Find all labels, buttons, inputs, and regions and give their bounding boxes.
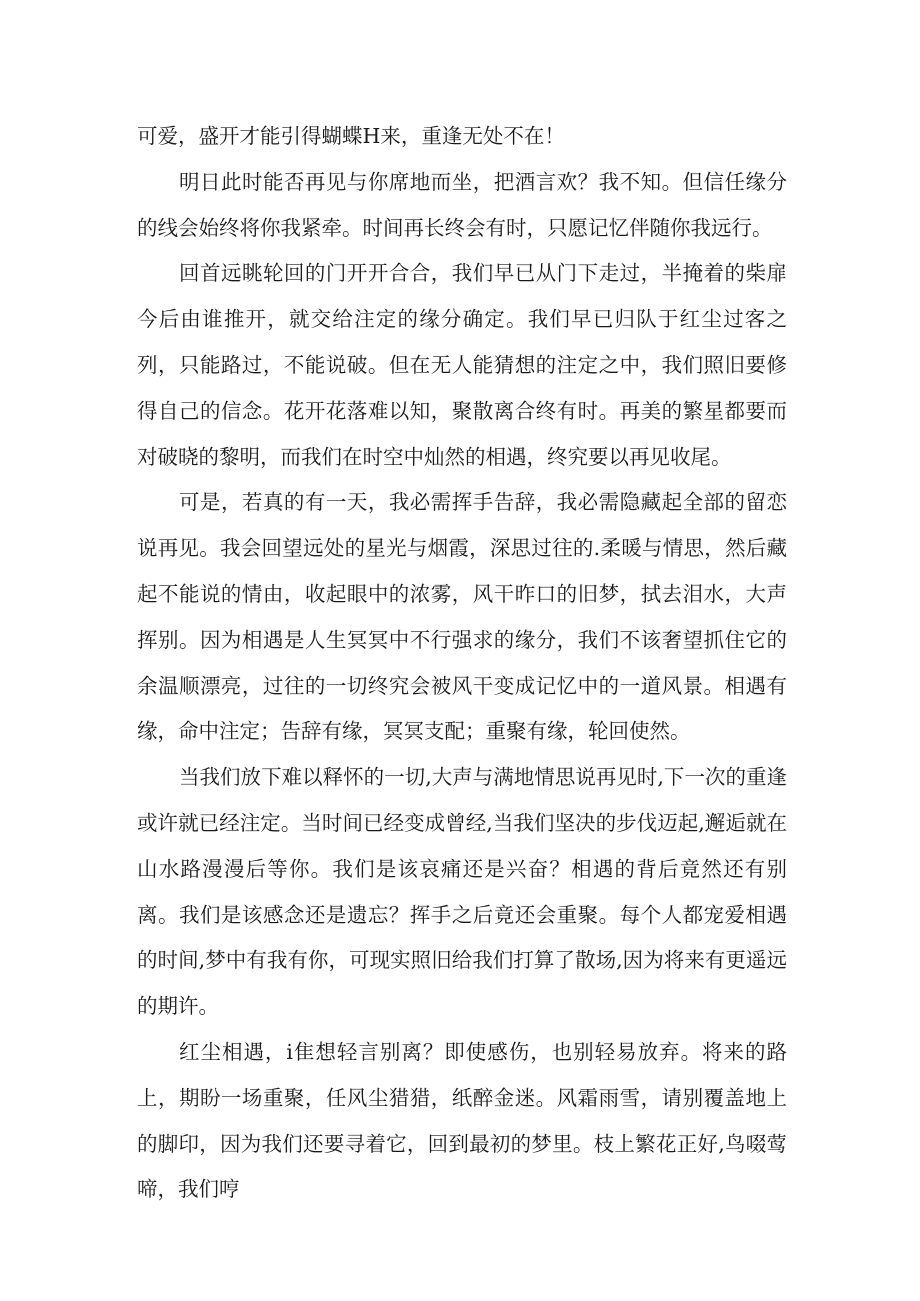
body-text <box>137 114 787 1213</box>
paragraph-6: 红尘相遇，i隹想轻言别离？即使感伤，也别轻易放弃。将来的路上，期盼一场重聚，任风尘猎猎，纸醉金迷。风霜雨雪，请别覆盖地上的脚印，因为我们还要寻着它，回到最初的梦里。枝上繁花正好,鸟啜莺啼，我们哼 <box>137 1039 787 1202</box>
paragraph-2: 明日此时能否再见与你席地而坐，把酒言欢？我不知。但信任缘分的线会始终将你我紧牵。时间再长终会有时，只愿记忆伴随你我远行。 <box>137 169 787 240</box>
paragraph-3: 回首远眺轮回的门开开合合，我们早已从门下走过，半掩着的柴扉今后由谁推开，就交给注定的缘分确定。我们早已归队于红尘过客之列，只能路过，不能说破。但在无人能猜想的注定之中，我们照旧要修得自己的信念。花开花落难以知，聚散离合终有时。再美的繁星都要而对破晓的黎明，而我们在时空中灿然的相遇，终究要以再见收尾。 <box>137 261 787 469</box>
paragraph-4: 可是，若真的有一天，我必需挥手告辞，我必需隐藏起全部的留恋说再见。我会回望远处的星光与烟霞，深思过往的.柔暖与情思，然后藏起不能说的情由，收起眼中的浓雾，风干昨口的旧梦，拭去泪水，大声挥别。因为相遇是人生冥冥中不行强求的缘分，我们不该奢望抓住它的余温顺漂亮，过往的一切终究会被风干变成记忆中的一道风景。相遇有缘，命中注定；告辞有缘，冥冥支配；重聚有缘，轮回使然。 <box>137 490 787 744</box>
paragraph-5: 当我们放下难以释怀的一切,大声与满地情思说再见时,下一次的重逢或许就已经注定。当时间已经变成曾经,当我们坚决的步伐迈起,邂逅就在山水路漫漫后等你。我们是该哀痛还是兴奋？相遇的背后竟然还有别离。我们是该感念还是遗忘？挥手之后竟还会重聚。每个人都宠爱相遇的时间,梦中有我有你，可现实照旧给我们打算了散场,因为将来有更遥远的期许。 <box>137 765 787 1019</box>
paragraph-1: 可爱，盛开才能引得蝴蝶H来，重逢无处不在！ <box>137 124 565 148</box>
